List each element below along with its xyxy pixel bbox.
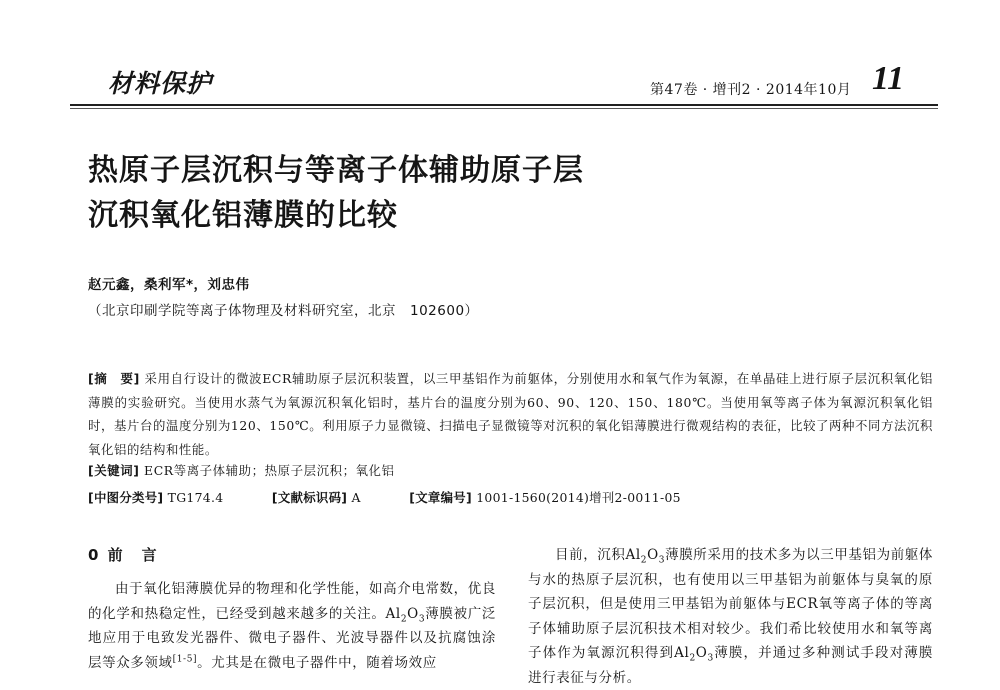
- header-rule: [70, 104, 938, 106]
- section-heading: [88, 544, 159, 565]
- subscript: 3: [658, 555, 666, 566]
- title-line-1: 热原子层沉积与等离子体辅助原子层: [88, 153, 584, 188]
- subscript: 2: [640, 555, 648, 566]
- affiliation: （北京印刷学院等离子体物理及材料研究室，北京 102600）: [88, 303, 479, 319]
- right-column-paragraph: [528, 543, 933, 690]
- issue-info: 第47卷 · 增刊2 · 2014年10月: [650, 82, 852, 98]
- abstract-label: [摘 要]: [88, 371, 140, 386]
- body-text: 目前，沉积Al: [555, 547, 641, 563]
- author-list: 赵元鑫，桑利军*，刘忠伟: [88, 277, 250, 293]
- doc-code-label: [文献标识码]: [271, 490, 348, 505]
- article-id-value: 1001-1560(2014)增刊2-0011-05: [476, 490, 681, 505]
- keywords-label: [关键词]: [88, 463, 140, 478]
- doc-code-value: A: [351, 490, 361, 505]
- clc-value: TG174.4: [167, 490, 224, 505]
- body-text: 。尤其是在微电子器件中，随着场效应: [197, 654, 437, 671]
- body-text: 薄膜被广泛地应用于电致发光器件、微电子器件、光波导器件以及抗腐蚀涂层等众多领域: [88, 605, 497, 671]
- clc-label: [中图分类号]: [88, 490, 164, 505]
- classification-line: [88, 488, 681, 506]
- left-column-paragraph: [88, 577, 496, 675]
- article-title: [88, 148, 788, 238]
- journal-name: 材料保护: [108, 69, 213, 98]
- section-number: 0: [88, 546, 101, 564]
- header-rule-thin: [70, 108, 938, 109]
- body-text: O: [695, 645, 708, 661]
- body-text: 薄膜，并通过多种测试手段对薄膜进行表征与分析。: [528, 645, 933, 686]
- keywords: [88, 461, 395, 479]
- body-text: 薄膜所采用的技术多为以三甲基铝为前躯体与水的热原子层沉积，也有使用以三甲基铝为前躯体与臭氧的原子层沉积，但是使用三甲基铝为前躯体与ECR氧等离子体的等离子体辅助原子层沉积技术相对较少。我们希比较使用水和氧等离子体作为氧源沉积得到Al: [528, 547, 934, 661]
- subscript: 2: [689, 653, 696, 664]
- page-number: 11: [872, 60, 905, 97]
- subscript: 3: [707, 653, 714, 664]
- subscript: 3: [418, 614, 426, 625]
- abstract: [88, 367, 933, 461]
- section-title: 前 言: [107, 546, 159, 564]
- body-text: O: [647, 547, 659, 563]
- title-line-2: 沉积氧化铝薄膜的比较: [88, 198, 398, 233]
- article-id-label: [文章编号]: [409, 490, 472, 505]
- keywords-text: ECR等离子体辅助；热原子层沉积；氧化铝: [144, 463, 395, 478]
- citation: [1-5]: [172, 654, 198, 664]
- subscript: 2: [400, 614, 408, 625]
- body-text: O: [407, 605, 419, 622]
- body-text: 由于氧化铝薄膜优异的物理和化学性能，如高介电常数，优良的化学和热稳定性，已经受到越来越多的关注。Al: [88, 581, 496, 622]
- abstract-text: 采用自行设计的微波ECR辅助原子层沉积装置，以三甲基铝作为前躯体，分别使用水和氧气作为氧源，在单晶硅上进行原子层沉积氧化铝薄膜的实验研究。当使用水蒸气为氧源沉积氧化铝时，基片台的温度分别为60、90、120、150、180℃。当使用氧等离子体为氧源沉积氧化铝时，基片台的温度分别为120、150℃。利用原子力显微镜、扫描电子显微镜等对沉积的氧化铝薄膜进行微观结构的表征，比较了两种不同方法沉积氧化铝的结构和性能。: [88, 371, 933, 457]
